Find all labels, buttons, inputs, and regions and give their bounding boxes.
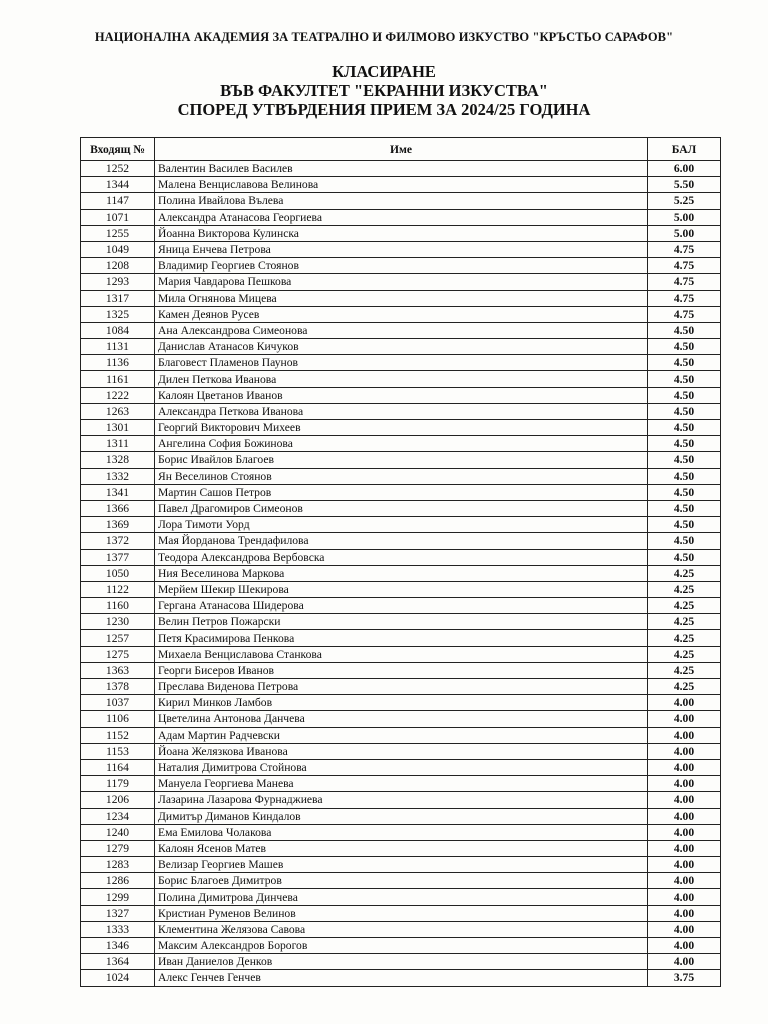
- cell-name: Георгий Викторович Михеев: [155, 420, 648, 436]
- cell-name: Валентин Василев Василев: [155, 161, 648, 177]
- cell-entry-number: 1240: [81, 824, 155, 840]
- cell-score: 4.50: [648, 452, 721, 468]
- cell-score: 4.25: [648, 630, 721, 646]
- cell-name: Георги Бисеров Иванов: [155, 662, 648, 678]
- table-row: [81, 776, 721, 792]
- cell-score: 4.25: [648, 646, 721, 662]
- cell-score: 4.00: [648, 727, 721, 743]
- table-row: [81, 889, 721, 905]
- table-row: [81, 339, 721, 355]
- table-row: [81, 500, 721, 516]
- cell-score: 6.00: [648, 161, 721, 177]
- cell-score: 4.75: [648, 258, 721, 274]
- cell-entry-number: 1161: [81, 371, 155, 387]
- cell-score: 4.50: [648, 500, 721, 516]
- cell-name: Владимир Георгиев Стоянов: [155, 258, 648, 274]
- cell-entry-number: 1206: [81, 792, 155, 808]
- cell-score: 5.25: [648, 193, 721, 209]
- cell-entry-number: 1293: [81, 274, 155, 290]
- cell-score: 4.50: [648, 436, 721, 452]
- cell-entry-number: 1286: [81, 873, 155, 889]
- table-row: [81, 970, 721, 986]
- cell-name: Благовест Пламенов Паунов: [155, 355, 648, 371]
- table-row: [81, 371, 721, 387]
- table-row: [81, 209, 721, 225]
- table-row: [81, 954, 721, 970]
- cell-entry-number: 1024: [81, 970, 155, 986]
- cell-score: 5.00: [648, 209, 721, 225]
- cell-score: 4.25: [648, 565, 721, 581]
- table-row: [81, 533, 721, 549]
- cell-name: Йоана Желязкова Иванова: [155, 743, 648, 759]
- table-row: [81, 290, 721, 306]
- cell-name: Мила Огнянова Мицева: [155, 290, 648, 306]
- table-row: [81, 452, 721, 468]
- table-row: [81, 306, 721, 322]
- cell-entry-number: 1372: [81, 533, 155, 549]
- cell-name: Михаела Венциславова Станкова: [155, 646, 648, 662]
- cell-entry-number: 1283: [81, 857, 155, 873]
- cell-score: 4.50: [648, 484, 721, 500]
- cell-name: Теодора Александрова Вербовска: [155, 549, 648, 565]
- cell-entry-number: 1279: [81, 840, 155, 856]
- table-row: [81, 824, 721, 840]
- column-header-score: БАЛ: [648, 138, 721, 161]
- table-row: [81, 792, 721, 808]
- cell-entry-number: 1252: [81, 161, 155, 177]
- cell-entry-number: 1153: [81, 743, 155, 759]
- institution-name: НАЦИОНАЛНА АКАДЕМИЯ ЗА ТЕАТРАЛНО И ФИЛМОВО ИЗКУСТВО "КРЪСТЬО САРАФОВ": [94, 30, 674, 44]
- table-row: [81, 646, 721, 662]
- cell-name: Ния Веселинова Маркова: [155, 565, 648, 581]
- cell-score: 4.00: [648, 759, 721, 775]
- cell-entry-number: 1122: [81, 581, 155, 597]
- cell-name: Ема Емилова Чолакова: [155, 824, 648, 840]
- cell-entry-number: 1160: [81, 598, 155, 614]
- cell-score: 4.00: [648, 938, 721, 954]
- cell-score: 4.00: [648, 921, 721, 937]
- cell-name: Калоян Ясенов Матев: [155, 840, 648, 856]
- cell-score: 4.00: [648, 905, 721, 921]
- cell-entry-number: 1363: [81, 662, 155, 678]
- ranking-table: [80, 137, 721, 987]
- cell-score: 4.75: [648, 306, 721, 322]
- cell-name: Ян Веселинов Стоянов: [155, 468, 648, 484]
- table-row: [81, 484, 721, 500]
- cell-entry-number: 1208: [81, 258, 155, 274]
- cell-score: 4.50: [648, 517, 721, 533]
- cell-name: Йоанна Викторова Кулинска: [155, 225, 648, 241]
- cell-score: 5.00: [648, 225, 721, 241]
- table-row: [81, 468, 721, 484]
- cell-name: Малена Венциславова Велинова: [155, 177, 648, 193]
- cell-score: 4.50: [648, 355, 721, 371]
- cell-score: 4.25: [648, 614, 721, 630]
- table-row: [81, 420, 721, 436]
- table-row: [81, 549, 721, 565]
- table-row: [81, 905, 721, 921]
- cell-score: 4.25: [648, 662, 721, 678]
- cell-entry-number: 1275: [81, 646, 155, 662]
- cell-score: 4.50: [648, 468, 721, 484]
- cell-entry-number: 1366: [81, 500, 155, 516]
- table-row: [81, 517, 721, 533]
- cell-entry-number: 1071: [81, 209, 155, 225]
- cell-score: 4.50: [648, 533, 721, 549]
- cell-entry-number: 1341: [81, 484, 155, 500]
- cell-entry-number: 1344: [81, 177, 155, 193]
- cell-entry-number: 1311: [81, 436, 155, 452]
- cell-name: Кирил Минков Ламбов: [155, 695, 648, 711]
- column-header-name: Име: [155, 138, 648, 161]
- cell-score: 4.00: [648, 857, 721, 873]
- cell-name: Иван Даниелов Денков: [155, 954, 648, 970]
- heading-line-admission: СПОРЕД УТВЪРДЕНИЯ ПРИЕМ ЗА 2024/25 ГОДИНА: [177, 100, 591, 119]
- cell-entry-number: 1332: [81, 468, 155, 484]
- cell-name: Мартин Сашов Петров: [155, 484, 648, 500]
- table-row: [81, 679, 721, 695]
- cell-score: 4.25: [648, 679, 721, 695]
- cell-name: Данислав Атанасов Кичуков: [155, 339, 648, 355]
- cell-entry-number: 1037: [81, 695, 155, 711]
- cell-score: 4.50: [648, 420, 721, 436]
- cell-entry-number: 1084: [81, 322, 155, 338]
- cell-name: Цветелина Антонова Данчева: [155, 711, 648, 727]
- cell-name: Камен Деянов Русев: [155, 306, 648, 322]
- table-row: [81, 711, 721, 727]
- table-row: [81, 921, 721, 937]
- table-row: [81, 727, 721, 743]
- cell-name: Александра Петкова Иванова: [155, 403, 648, 419]
- heading-line-faculty: ВЪВ ФАКУЛТЕТ "ЕКРАННИ ИЗКУСТВА": [220, 81, 548, 100]
- table-row: [81, 241, 721, 257]
- table-row: [81, 938, 721, 954]
- cell-entry-number: 1301: [81, 420, 155, 436]
- table-row: [81, 225, 721, 241]
- cell-name: Клементина Желязова Савова: [155, 921, 648, 937]
- cell-entry-number: 1234: [81, 808, 155, 824]
- cell-entry-number: 1257: [81, 630, 155, 646]
- cell-name: Ана Александрова Симеонова: [155, 322, 648, 338]
- cell-name: Борис Ивайлов Благоев: [155, 452, 648, 468]
- cell-name: Мануела Георгиева Манева: [155, 776, 648, 792]
- cell-entry-number: 1263: [81, 403, 155, 419]
- cell-name: Максим Александров Борогов: [155, 938, 648, 954]
- cell-entry-number: 1230: [81, 614, 155, 630]
- cell-score: 4.50: [648, 339, 721, 355]
- cell-name: Мая Йорданова Трендафилова: [155, 533, 648, 549]
- cell-score: 4.00: [648, 711, 721, 727]
- cell-name: Гергана Атанасова Шидерова: [155, 598, 648, 614]
- table-row: [81, 598, 721, 614]
- cell-score: 4.25: [648, 581, 721, 597]
- cell-entry-number: 1136: [81, 355, 155, 371]
- cell-entry-number: 1152: [81, 727, 155, 743]
- table-row: [81, 662, 721, 678]
- table-row: [81, 614, 721, 630]
- cell-name: Яница Енчева Петрова: [155, 241, 648, 257]
- cell-name: Мерйем Шекир Шекирова: [155, 581, 648, 597]
- cell-entry-number: 1346: [81, 938, 155, 954]
- table-row: [81, 630, 721, 646]
- cell-name: Калоян Цветанов Иванов: [155, 387, 648, 403]
- cell-entry-number: 1378: [81, 679, 155, 695]
- cell-score: 4.50: [648, 322, 721, 338]
- cell-name: Адам Мартин Радчевски: [155, 727, 648, 743]
- table-body: [81, 161, 721, 987]
- cell-name: Лазарина Лазарова Фурнаджиева: [155, 792, 648, 808]
- table-header-row: [81, 138, 721, 161]
- table-row: [81, 193, 721, 209]
- table-row: [81, 873, 721, 889]
- cell-name: Петя Красимирова Пенкова: [155, 630, 648, 646]
- cell-name: Алекс Генчев Генчев: [155, 970, 648, 986]
- cell-score: 4.00: [648, 743, 721, 759]
- cell-score: 4.00: [648, 873, 721, 889]
- cell-score: 4.75: [648, 241, 721, 257]
- cell-name: Ангелина София Божинова: [155, 436, 648, 452]
- table-row: [81, 743, 721, 759]
- cell-score: 4.00: [648, 695, 721, 711]
- cell-name: Велин Петров Пожарски: [155, 614, 648, 630]
- cell-score: 5.50: [648, 177, 721, 193]
- cell-name: Полина Димитрова Динчева: [155, 889, 648, 905]
- table-row: [81, 857, 721, 873]
- cell-score: 4.75: [648, 290, 721, 306]
- cell-entry-number: 1222: [81, 387, 155, 403]
- cell-entry-number: 1131: [81, 339, 155, 355]
- cell-entry-number: 1179: [81, 776, 155, 792]
- cell-name: Борис Благоев Димитров: [155, 873, 648, 889]
- table-row: [81, 436, 721, 452]
- cell-entry-number: 1377: [81, 549, 155, 565]
- cell-name: Преслава Виденова Петрова: [155, 679, 648, 695]
- table-row: [81, 258, 721, 274]
- cell-name: Дилен Петкова Иванова: [155, 371, 648, 387]
- table-row: [81, 759, 721, 775]
- cell-entry-number: 1050: [81, 565, 155, 581]
- document-heading: [0, 62, 768, 119]
- cell-entry-number: 1299: [81, 889, 155, 905]
- cell-entry-number: 1164: [81, 759, 155, 775]
- table-row: [81, 322, 721, 338]
- cell-name: Велизар Георгиев Машев: [155, 857, 648, 873]
- cell-score: 4.00: [648, 840, 721, 856]
- cell-entry-number: 1049: [81, 241, 155, 257]
- cell-entry-number: 1328: [81, 452, 155, 468]
- cell-entry-number: 1327: [81, 905, 155, 921]
- cell-score: 3.75: [648, 970, 721, 986]
- cell-name: Лора Тимоти Уорд: [155, 517, 648, 533]
- cell-score: 4.50: [648, 387, 721, 403]
- cell-score: 4.75: [648, 274, 721, 290]
- table-row: [81, 161, 721, 177]
- table-row: [81, 177, 721, 193]
- cell-entry-number: 1364: [81, 954, 155, 970]
- cell-score: 4.50: [648, 549, 721, 565]
- cell-score: 4.00: [648, 824, 721, 840]
- table-row: [81, 840, 721, 856]
- cell-name: Полина Ивайлова Вълева: [155, 193, 648, 209]
- cell-name: Александра Атанасова Георгиева: [155, 209, 648, 225]
- cell-entry-number: 1255: [81, 225, 155, 241]
- table-row: [81, 581, 721, 597]
- cell-name: Мария Чавдарова Пешкова: [155, 274, 648, 290]
- cell-score: 4.50: [648, 371, 721, 387]
- cell-name: Кристиан Руменов Велинов: [155, 905, 648, 921]
- table-row: [81, 355, 721, 371]
- column-header-id: Входящ №: [81, 138, 155, 161]
- cell-name: Наталия Димитрова Стойнова: [155, 759, 648, 775]
- cell-entry-number: 1317: [81, 290, 155, 306]
- table-row: [81, 808, 721, 824]
- table-row: [81, 695, 721, 711]
- table-row: [81, 565, 721, 581]
- cell-name: Димитър Диманов Киндалов: [155, 808, 648, 824]
- cell-score: 4.00: [648, 954, 721, 970]
- cell-entry-number: 1333: [81, 921, 155, 937]
- cell-score: 4.50: [648, 403, 721, 419]
- cell-score: 4.00: [648, 792, 721, 808]
- table-row: [81, 387, 721, 403]
- cell-score: 4.25: [648, 598, 721, 614]
- cell-score: 4.00: [648, 776, 721, 792]
- table-row: [81, 403, 721, 419]
- cell-name: Павел Драгомиров Симеонов: [155, 500, 648, 516]
- cell-entry-number: 1369: [81, 517, 155, 533]
- cell-entry-number: 1325: [81, 306, 155, 322]
- cell-entry-number: 1147: [81, 193, 155, 209]
- cell-score: 4.00: [648, 889, 721, 905]
- cell-entry-number: 1106: [81, 711, 155, 727]
- table-row: [81, 274, 721, 290]
- heading-line-ranking: КЛАСИРАНЕ: [332, 62, 436, 81]
- cell-score: 4.00: [648, 808, 721, 824]
